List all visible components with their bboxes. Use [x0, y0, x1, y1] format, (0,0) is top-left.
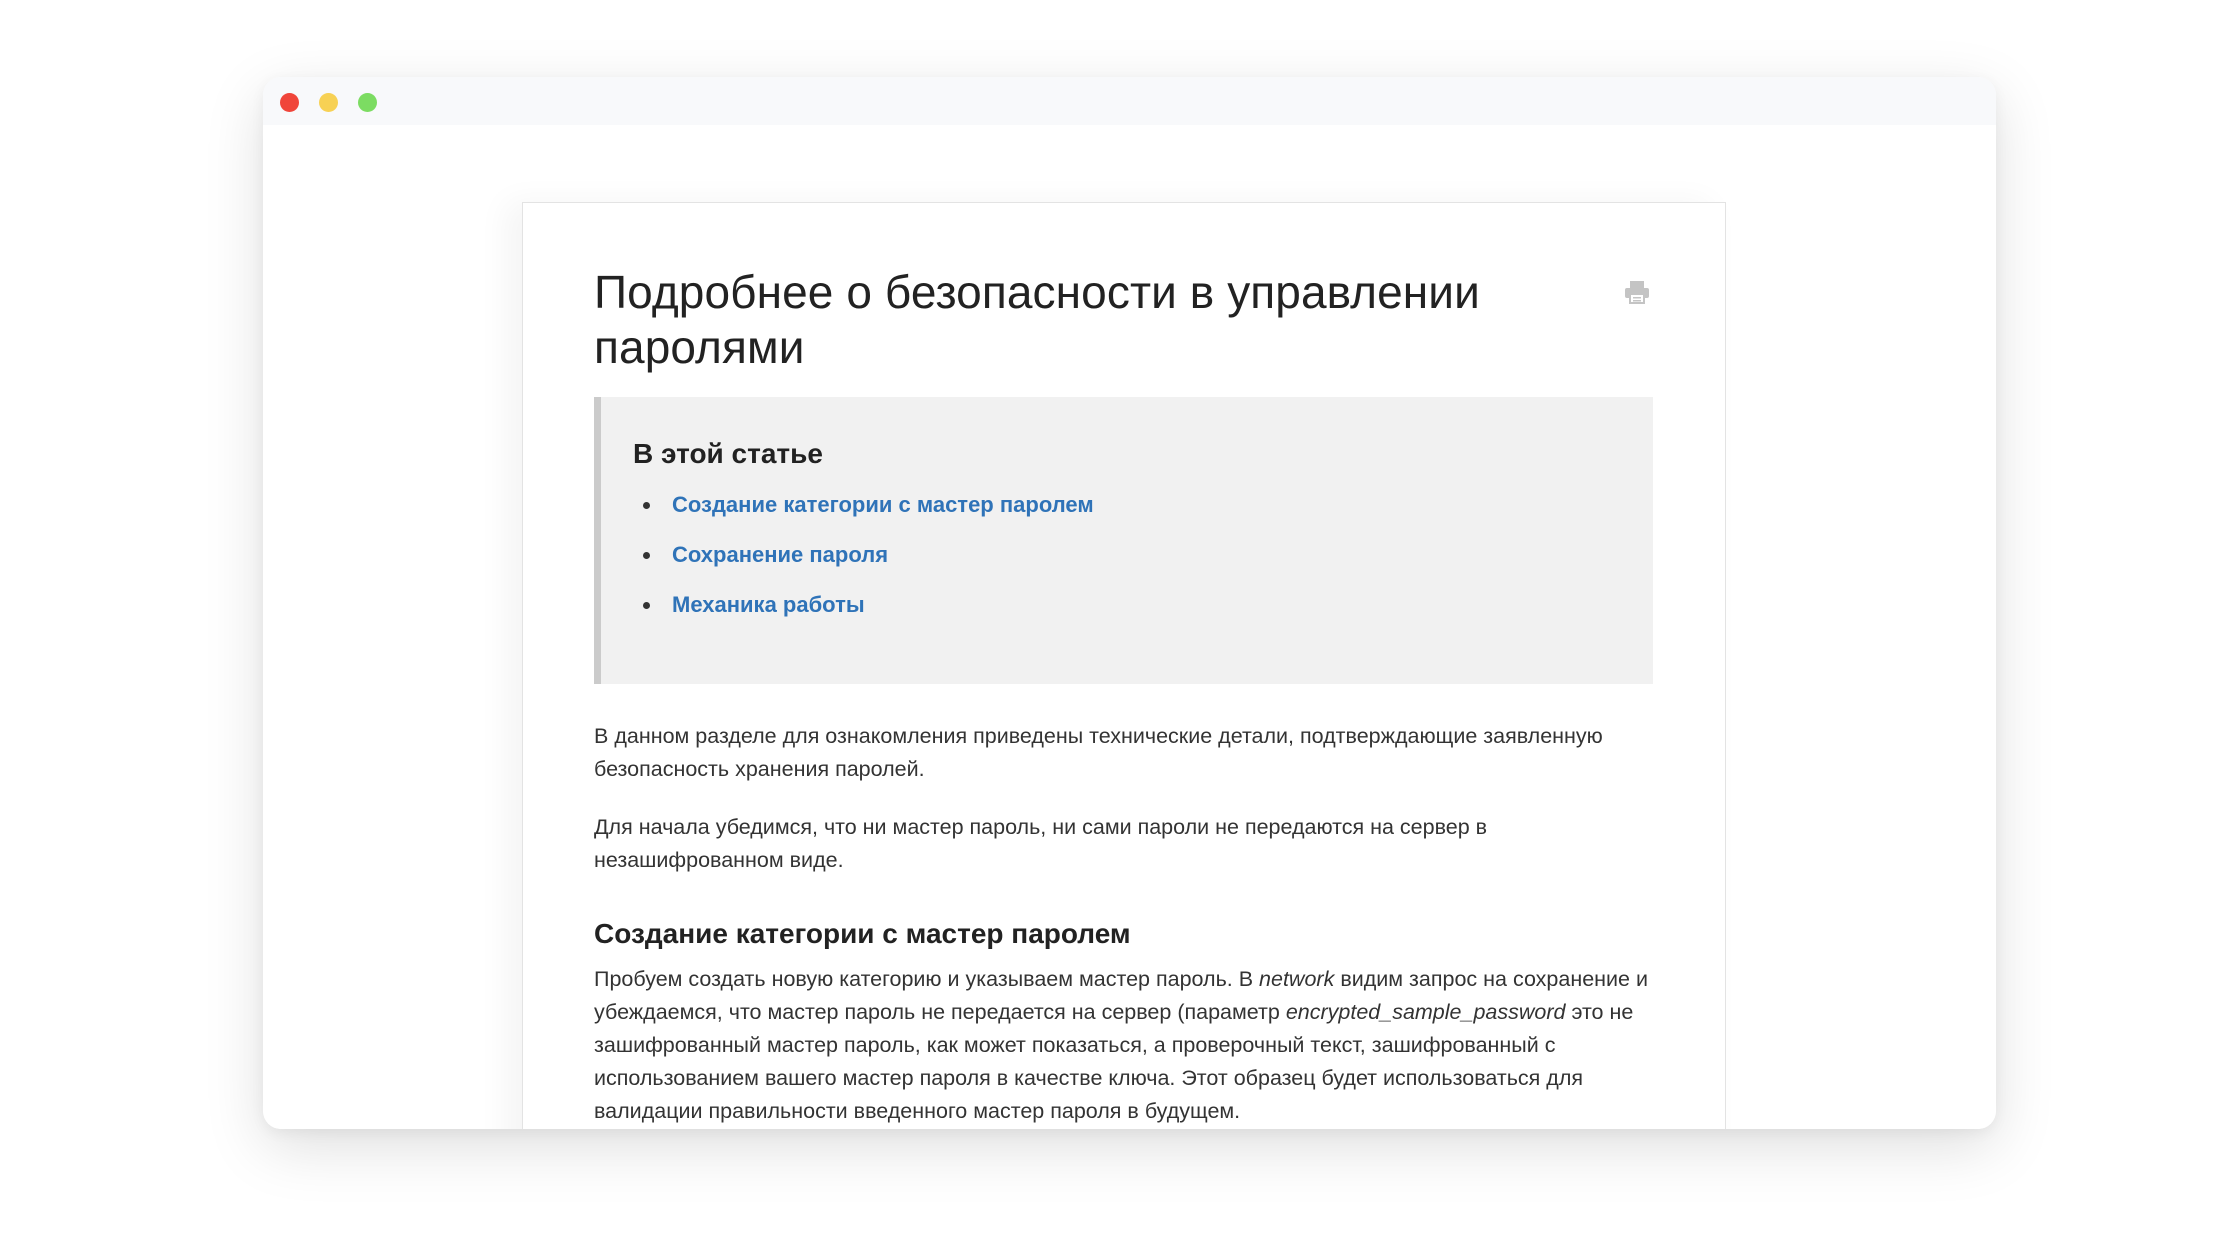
intro-paragraph-2: Для начала убедимся, что ни мастер пароль, ни сами пароли не передаются на сервер в незашифрованном виде. [594, 815, 1488, 872]
browser-window [263, 77, 1996, 1129]
toc-link-save-password[interactable]: Сохранение пароля [672, 542, 889, 567]
section-em-param: encrypted_sample_password [1285, 1000, 1566, 1024]
intro-paragraph: В данном разделе для ознакомления приведены технические детали, подтверждающие заявленную безопасность хранения паролей. [594, 724, 1603, 781]
article-content [594, 265, 1654, 1128]
page-title: Подробнее о безопасности в управлении паролями [594, 266, 1480, 373]
window-titlebar [263, 77, 1996, 125]
toc-heading: В этой статье [633, 438, 823, 469]
table-of-contents [594, 397, 1653, 684]
section-em-network: network [1259, 967, 1335, 991]
article-card [522, 202, 1726, 1129]
toc-item [643, 540, 1094, 590]
section-heading: Создание категории с мастер паролем [594, 918, 1131, 949]
section-text-2: видим запрос на сохранение и убеждаемся, что мастер пароль не передается на сервер (параметр [594, 967, 1648, 1024]
toc-list [643, 490, 1094, 640]
section-text-1: Пробуем создать новую категорию и указываем мастер пароль. В [594, 967, 1260, 991]
toc-link-mechanics[interactable]: Механика работы [672, 592, 865, 617]
toc-link-create-category[interactable]: Создание категории с мастер паролем [672, 492, 1094, 517]
close-window-button[interactable] [280, 93, 299, 112]
toc-item [643, 490, 1094, 540]
section-text-3: это не зашифрованный мастер пароль, как может показаться, а проверочный текст, зашифрованный с использованием вашего мастер пароля в качестве ключа. Этот образец будет использоваться для валидации правильности введенного мастер пароля в будущем. [594, 1000, 1634, 1123]
maximize-window-button[interactable] [358, 93, 377, 112]
toc-item [643, 590, 1094, 640]
section-paragraph [594, 963, 1654, 1128]
print-icon[interactable] [1624, 279, 1650, 305]
minimize-window-button[interactable] [319, 93, 338, 112]
page-viewport[interactable] [263, 125, 1996, 1129]
